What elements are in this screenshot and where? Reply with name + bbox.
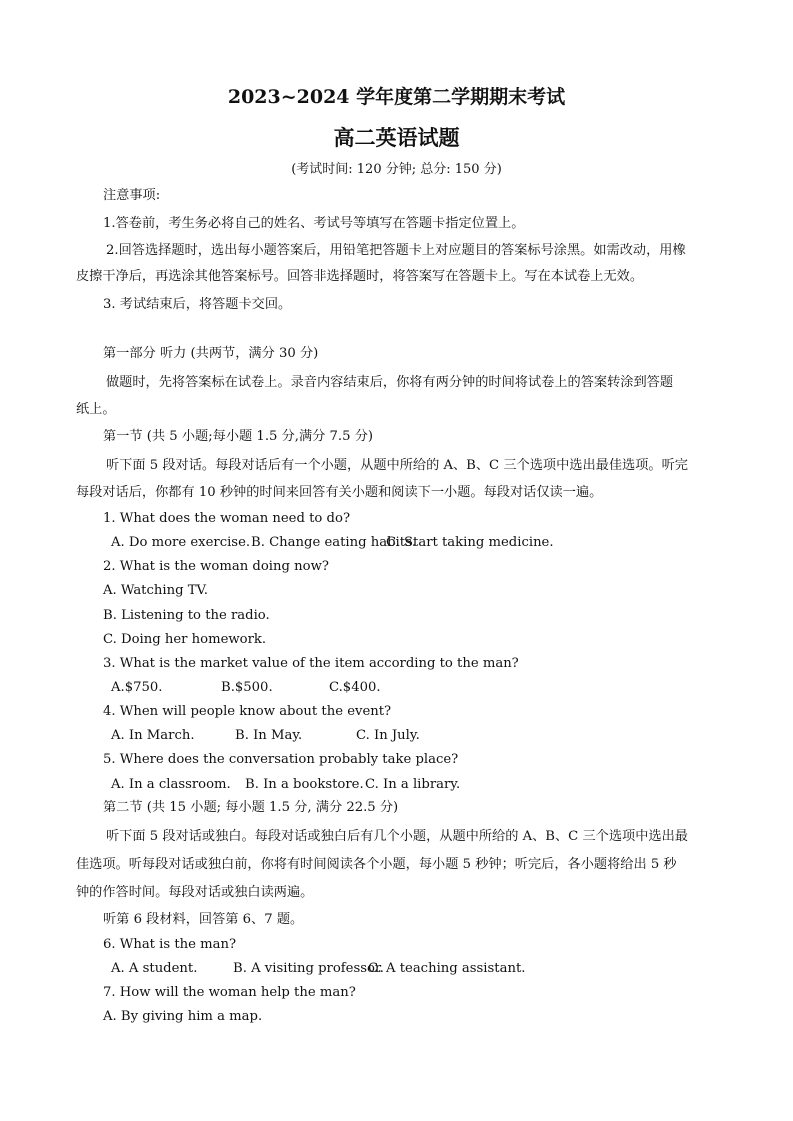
section1-intro-line-2: 每段对话后，你都有 10 秒钟的时间来回答有关小题和阅读下一小题。每段对话仅读一遍。 [76, 485, 603, 500]
question-6-option-c: C. A teaching assistant. [368, 961, 526, 976]
section1-intro-line-1: 听下面 5 段对话。每段对话后有一个小题，从题中所给的 A、B、C 三个选项中选出最佳选项。听完 [106, 458, 688, 473]
exam-title: 2023~2024 学年度第二学期期末考试 [227, 86, 566, 108]
section2-intro-line-3: 钟的作答时间。每段对话或独白读两遍。 [76, 885, 314, 900]
material-6-instruction: 听第 6 段材料，回答第 6、7 题。 [103, 912, 304, 927]
question-1-option-c: C. Start taking medicine. [386, 535, 554, 550]
note-item-2-line-1: 2.回答选择题时，选出每小题答案后，用铅笔把答题卡上对应题目的答案标号涂黑。如需改动，用橡 [106, 243, 686, 258]
question-7-option-a: A. By giving him a map. [103, 1009, 263, 1024]
question-7: 7. How will the woman help the man? [103, 985, 356, 1000]
question-5-option-c: C. In a library. [365, 777, 461, 792]
question-6: 6. What is the man? [103, 937, 237, 952]
question-2: 2. What is the woman doing now? [103, 559, 329, 574]
section2-intro-line-1: 听下面 5 段对话或独白。每段对话或独白后有几个小题，从题中所给的 A、B、C 三个选项中选出最 [106, 829, 688, 844]
question-2-option-c: C. Doing her homework. [103, 632, 267, 647]
question-2-option-b: B. Listening to the radio. [103, 608, 270, 623]
question-4-option-c: C. In July. [356, 728, 420, 743]
question-4-option-a: A. In March. [111, 728, 195, 743]
question-6-option-b: B. A visiting professor. [233, 961, 384, 976]
section2-heading: 第二节 (共 15 小题; 每小题 1.5 分, 满分 22.5 分) [103, 800, 399, 815]
note-item-1: 1.答卷前，考生务必将自己的姓名、考试号等填写在答题卡指定位置上。 [103, 216, 525, 231]
exam-info: (考试时间: 120 分钟; 总分: 150 分) [291, 162, 502, 177]
part1-intro-line-2: 纸上。 [76, 402, 116, 417]
section2-intro-line-2: 佳选项。听每段对话或独白前，你将有时间阅读各个小题，每小题 5 秒钟；听完后，各小题将给出 5 秒 [76, 857, 677, 872]
question-1: 1. What does the woman need to do? [103, 511, 351, 526]
question-5-option-b: B. In a bookstore. [245, 777, 364, 792]
question-1-option-b: B. Change eating habits. [251, 535, 417, 550]
question-5: 5. Where does the conversation probably take place? [103, 752, 459, 767]
exam-subtitle: 高二英语试题 [333, 125, 460, 150]
question-3-option-a: A.$750. [111, 680, 163, 695]
question-2-option-a: A. Watching TV. [103, 583, 208, 598]
question-5-option-a: A. In a classroom. [111, 777, 231, 792]
part1-heading: 第一部分 听力 (共两节，满分 30 分) [103, 346, 319, 361]
notes-heading: 注意事项: [103, 188, 161, 203]
note-item-3: 3. 考试结束后，将答题卡交回。 [103, 297, 292, 312]
question-4: 4. When will people know about the event? [103, 704, 392, 719]
question-1-option-a: A. Do more exercise. [111, 535, 251, 550]
question-3-option-b: B.$500. [221, 680, 273, 695]
note-item-2-line-2: 皮擦干净后，再选涂其他答案标号。回答非选择题时，将答案写在答题卡上。写在本试卷上无效。 [76, 269, 644, 284]
question-4-option-b: B. In May. [235, 728, 303, 743]
question-3: 3. What is the market value of the item according to the man? [103, 656, 519, 671]
section1-heading: 第一节 (共 5 小题;每小题 1.5 分,满分 7.5 分) [103, 429, 374, 444]
question-3-option-c: C.$400. [329, 680, 381, 695]
question-6-option-a: A. A student. [111, 961, 198, 976]
part1-intro-line-1: 做题时，先将答案标在试卷上。录音内容结束后，你将有两分钟的时间将试卷上的答案转涂到答题 [106, 375, 674, 390]
